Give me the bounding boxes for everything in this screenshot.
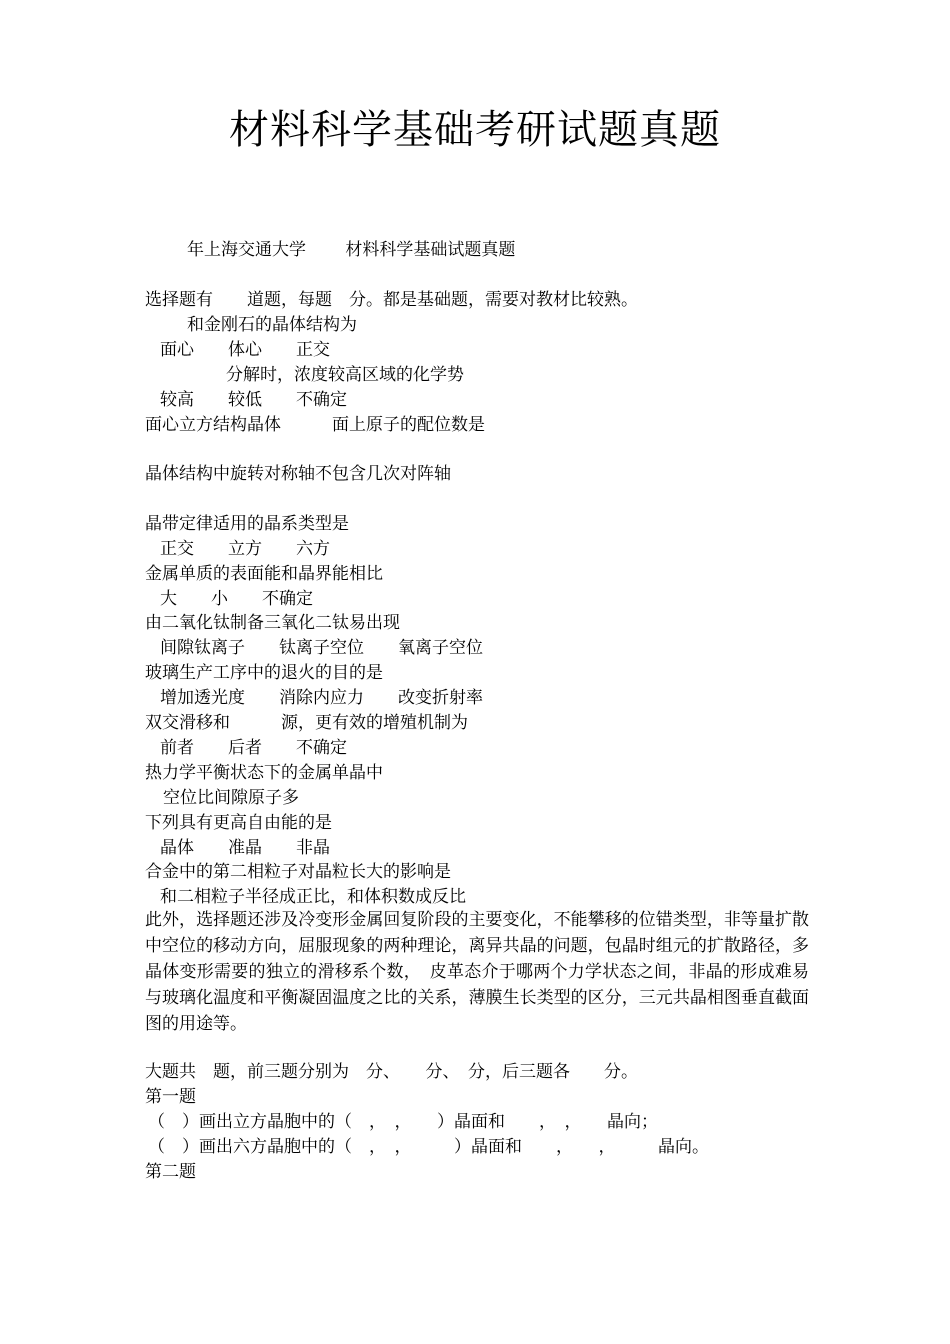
question-options: 晶体 准晶 非晶: [160, 838, 330, 858]
question-stem: 金属单质的表面能和晶界能相比: [145, 564, 383, 584]
question-stem: 和金刚石的晶体结构为: [187, 315, 357, 335]
question-options: 较高 较低 不确定: [160, 390, 347, 410]
problem-part: （ ）画出立方晶胞中的（ ， ， ）晶面和 ， ， 晶向；: [148, 1112, 658, 1132]
question-options: 空位比间隙原子多: [163, 788, 299, 808]
section1-intro: 选择题有 道题，每题 分。都是基础题，需要对教材比较熟。: [145, 290, 638, 310]
summary-paragraph: 此外，选择题还涉及冷变形金属回复阶段的主要变化，不能攀移的位错类型，非等量扩散中空位的移动方向，屈服现象的两种理论，离异共晶的问题，包晶时组元的扩散路径，多晶体变形需要的独立的滑移系个数， 皮革态介于哪两个力学状态之间，非晶的形成难易与玻璃化温度和平衡凝固温度之比的关系，薄膜生长类型的区分，三元共晶相图垂直截面图的用途等。: [145, 910, 809, 1034]
question-options: 和二相粒子半径成正比，和体积数成反比: [160, 887, 466, 907]
section2-intro: 大题共 题，前三题分别为 分、 分、 分，后三题各 分。: [145, 1062, 638, 1082]
problem-part: （ ）画出六方晶胞中的（ ， ， ）晶面和 ， ， 晶向。: [148, 1137, 709, 1157]
question-stem: 分解时，浓度较高区域的化学势: [226, 365, 464, 385]
document-title: 材料科学基础考研试题真题: [229, 107, 721, 153]
question-stem: 由二氧化钛制备三氧化二钛易出现: [145, 613, 400, 633]
question-options: 正交 立方 六方: [160, 539, 330, 559]
question-stem: 合金中的第二相粒子对晶粒长大的影响是: [145, 862, 451, 882]
problem-heading: 第二题: [145, 1162, 196, 1182]
question-stem: 面心立方结构晶体 面上原子的配位数是: [145, 415, 485, 435]
problem-heading: 第一题: [145, 1087, 196, 1107]
question-options: 间隙钛离子 钛离子空位 氧离子空位: [160, 638, 483, 658]
question-stem: 晶体结构中旋转对称轴不包含几次对阵轴: [145, 464, 451, 484]
question-options: 面心 体心 正交: [160, 340, 330, 360]
question-stem: 双交滑移和 源，更有效的增殖机制为: [145, 713, 468, 733]
question-stem: 下列具有更高自由能的是: [145, 813, 332, 833]
question-options: 增加透光度 消除内应力 改变折射率: [160, 688, 483, 708]
question-options: 前者 后者 不确定: [160, 738, 347, 758]
question-stem: 热力学平衡状态下的金属单晶中: [145, 763, 383, 783]
question-stem: 晶带定律适用的晶系类型是: [145, 514, 349, 534]
question-options: 大 小 不确定: [160, 589, 313, 609]
exam-subtitle: 年上海交通大学 材料科学基础试题真题: [187, 240, 516, 260]
question-stem: 玻璃生产工序中的退火的目的是: [145, 663, 383, 683]
